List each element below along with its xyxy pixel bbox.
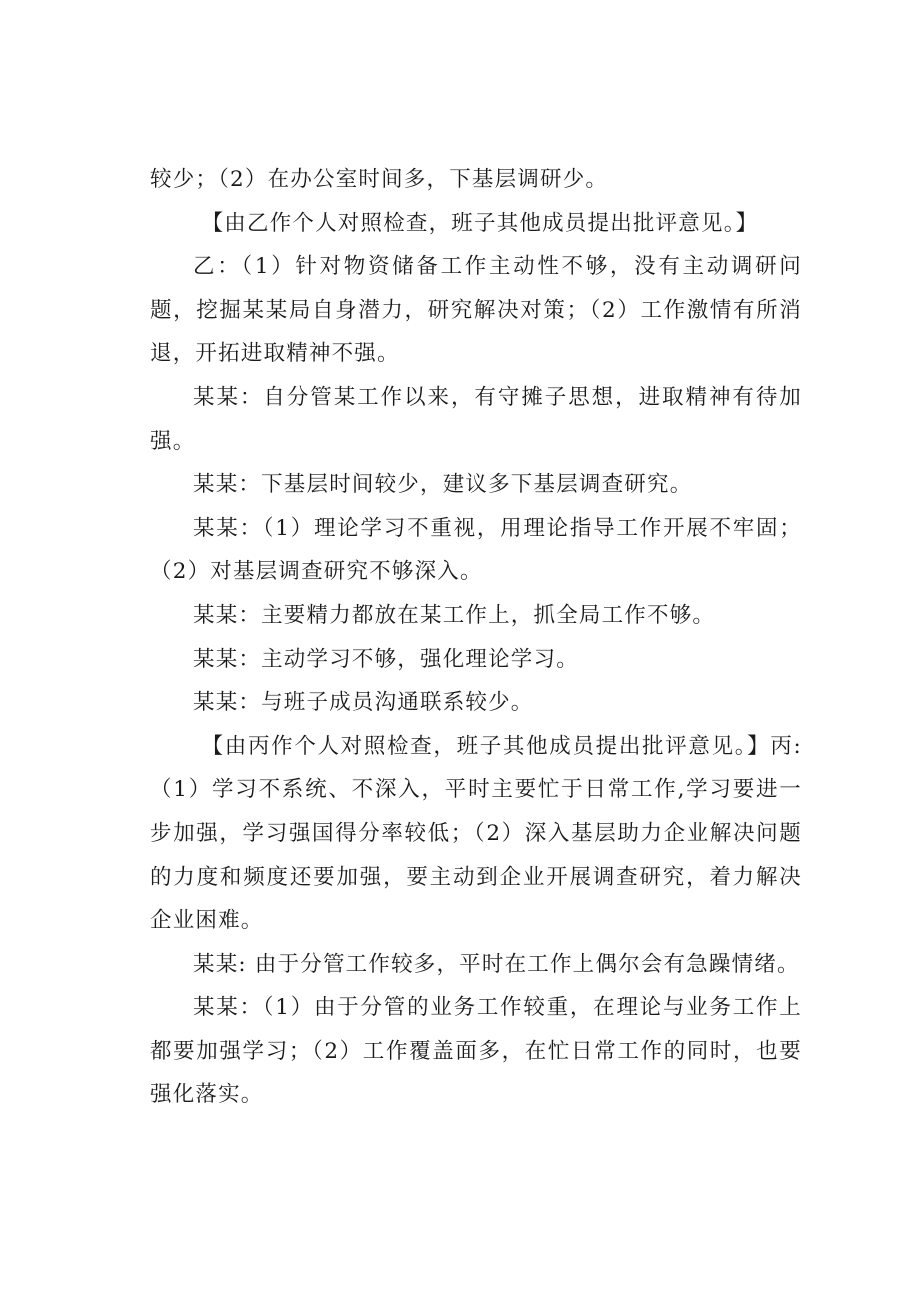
paragraph-yi-self-review: 乙：（1）针对物资储备工作主动性不够，没有主动调研问题，挖掘某某局自身潜力，研究解决对策；（2）工作激情有所消退，开拓进取精神不强。 <box>150 254 802 367</box>
paragraph-comment: 某某：（1）理论学习不重视，用理论指导工作开展不牢固；（2）对基层调查研究不够深入。 <box>150 515 802 585</box>
paragraph-comment: 某某：主动学习不够，强化理论学习。 <box>193 646 579 672</box>
paragraph-comment: 某某：自分管某工作以来，有守摊子思想，进取精神有待加强。 <box>150 384 802 454</box>
paragraph-comment: 某某：与班子成员沟通联系较少。 <box>193 690 534 716</box>
document-body <box>150 158 802 1117</box>
paragraph-continuation: 较少；（2）在办公室时间多，下基层调研少。 <box>150 167 609 192</box>
paragraph-comment: 某某：（1）由于分管的业务工作较重，在理论与业务工作上都要加强学习；（2）工作覆盖面多，在忙日常工作的同时，也要强化落实。 <box>150 995 802 1108</box>
paragraph-comment: 某某：下基层时间较少，建议多下基层调查研究。 <box>193 472 693 498</box>
section-note-yi: 【由乙作个人对照检查，班子其他成员提出批评意见。】 <box>201 210 759 236</box>
section-note-bing: 【由丙作个人对照检查，班子其他成员提出批评意见。】丙:（1）学习不系统、不深入，平时主要忙于日常工作,学习要进一步加强，学习强国得分率较低；（2）深入基层助力企业解决问题的力度和频度还要加强，要主动到企业开展调查研究，着力解决企业困难。 <box>150 733 802 934</box>
paragraph-comment: 某某: 由于分管工作较多，平时在工作上偶尔会有急躁情绪。 <box>193 951 800 977</box>
paragraph-comment: 某某：主要精力都放在某工作上，抓全局工作不够。 <box>193 602 716 628</box>
